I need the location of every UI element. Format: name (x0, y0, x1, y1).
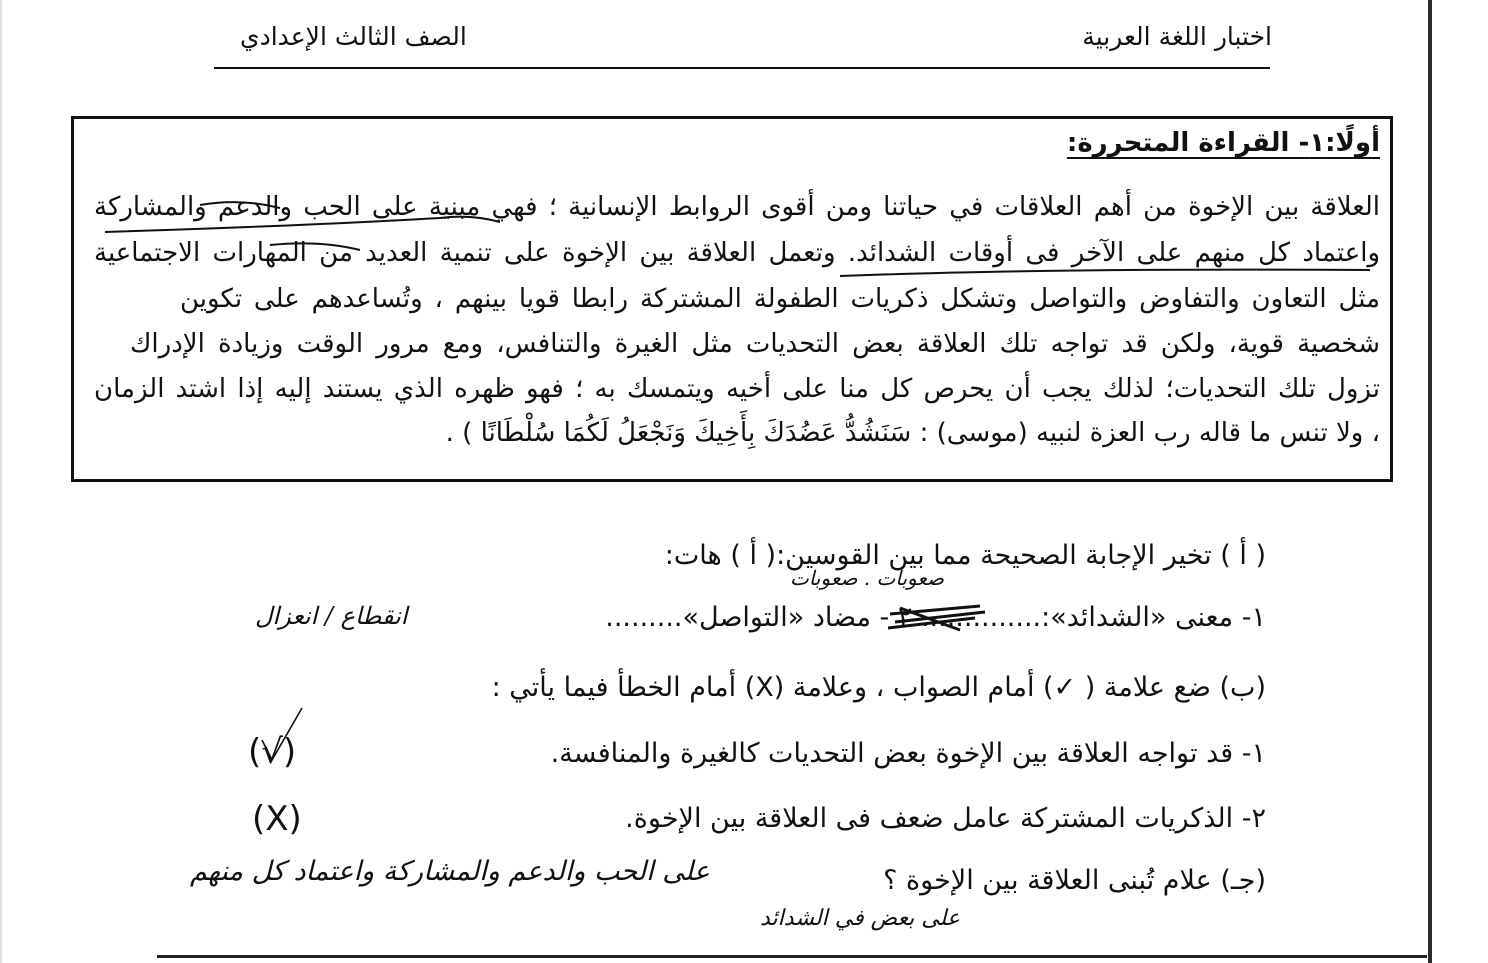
question-b-item-1: ١- قد تواجه العلاقة بين الإخوة بعض التحديات كالغيرة والمنافسة. (550, 738, 1266, 769)
handwritten-answer: انقطاع / انعزال (255, 602, 408, 630)
passage-title: أولًا:١- القراءة المتحررة: (1066, 128, 1380, 158)
answer-mark-wrong: (X) (252, 799, 302, 839)
handwritten-answer: على بعض في الشدائد (760, 906, 961, 931)
bottom-divider (157, 955, 1427, 958)
passage-line: تزول تلك التحديات؛ لذلك يجب أن يحرص كل منا على أخيه ويتمسك به ؛ فهو ظهره الذي يستند إليه إذا اشتد الزمان (94, 374, 1380, 404)
grade-label: الصف الثالث الإعدادي (240, 22, 467, 51)
passage-line: مثل التعاون والتفاوض والتواصل وتشكل ذكريات الطفولة المشتركة رابطا قويا بينهم ، وتُساعدهم على تكوين (180, 284, 1380, 314)
header-divider (214, 67, 1270, 69)
passage-line: ، ولا تنس ما قاله رب العزة لنبيه (موسى) : سَنَشُدُّ عَضُدَكَ بِأَخِيكَ وَنَجْعَلُ لَكُمَا سُلْطَانًا ) . (445, 418, 1380, 448)
passage-line: العلاقة بين الإخوة من أهم العلاقات في حياتنا ومن أقوى الروابط الإنسانية ؛ فهي مبنية على الحب والدعم والمشاركة (94, 192, 1380, 222)
question-a-item: ١- معنى «الشدائد»:.............. ٢ - مضاد «التواصل»......... (605, 602, 1266, 633)
question-b-heading: (ب) ضع علامة ( ✓) أمام الصواب ، وعلامة (X) أمام الخطأ فيما يأتي : (491, 672, 1266, 703)
page-edge-right (1428, 0, 1432, 963)
passage-line: شخصية قوية، ولكن قد تواجه تلك العلاقة بعض التحديات مثل الغيرة والتنافس، ومع مرور الوقت وزيادة الإدراك (130, 329, 1380, 359)
question-a-heading: ( أ ) تخير الإجابة الصحيحة مما بين القوسين:( أ ) هات: (664, 540, 1266, 571)
answer-mark-correct: (√) (248, 732, 297, 772)
question-c: (جـ) علام تُبنى العلاقة بين الإخوة ؟ (883, 865, 1266, 896)
exam-title: اختبار اللغة العربية (1082, 22, 1272, 51)
question-b-item-2: ٢- الذكريات المشتركة عامل ضعف فى العلاقة بين الإخوة. (625, 803, 1266, 834)
page-edge-left (0, 0, 2, 963)
handwritten-answer: على الحب والدعم والمشاركة واعتماد كل منهم (190, 856, 710, 887)
handwritten-answer: صعوبات . صعوبات (790, 566, 944, 590)
passage-line: واعتماد كل منهم على الآخر فى أوقات الشدائد. وتعمل العلاقة بين الإخوة على تنمية العديد من المهارات الاجتماعية (94, 238, 1380, 268)
